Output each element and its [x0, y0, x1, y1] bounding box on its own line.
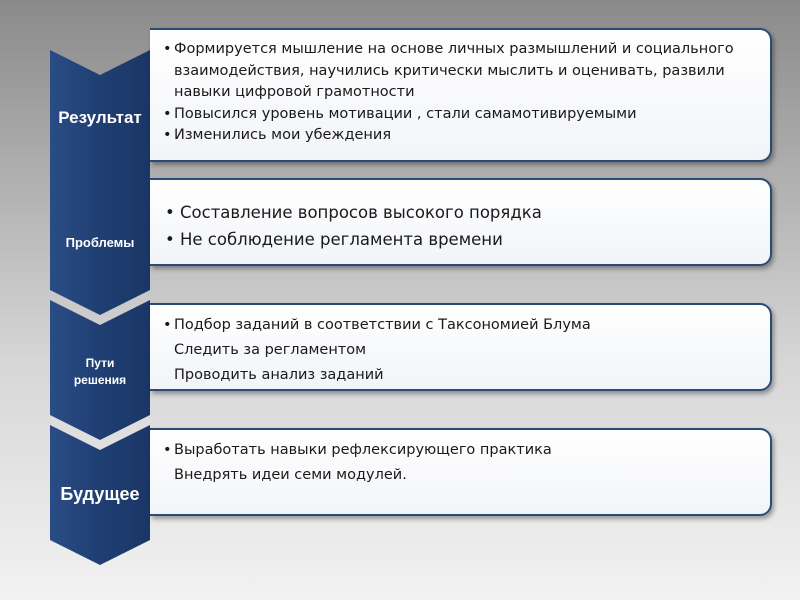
row-label-line: решения — [73, 373, 127, 387]
list-item: • Выработать навыки рефлексирующего практика — [174, 438, 760, 463]
list-item: Внедрять идеи семи модулей. — [174, 467, 407, 483]
row-label-puti-resheniya — [50, 355, 150, 389]
list-item: • Не соблюдение регламента времени — [180, 226, 760, 253]
list-item: Проводить анализ заданий — [174, 367, 384, 383]
row-label-problemy: Проблемы — [65, 235, 135, 250]
list-item: • Формируется мышление на основе личных размышлений и социального взаимодействия, научились критически мыслить и оценивать, развили навыки цифровой грамотности — [174, 39, 760, 104]
list-item: Следить за регламентом — [174, 342, 367, 358]
list-item: • Составление вопросов высокого порядка — [180, 199, 760, 226]
row-label-line: Пути — [85, 356, 115, 370]
row-label-budushchee: Будущее — [60, 484, 140, 504]
content-box-puti-resheniya — [150, 303, 772, 391]
list-item: • Подбор заданий в соответствии с Таксономией Блума — [174, 313, 760, 338]
content-box-problemy — [150, 178, 772, 266]
content-box-rezultat — [150, 28, 772, 162]
content-box-budushchee — [150, 428, 772, 516]
list-item: • Изменились мои убеждения — [174, 125, 760, 147]
row-label-rezultat: Результат — [58, 108, 142, 127]
list-item: • Повысился уровень мотивации , стали самамотивируемыми — [174, 104, 760, 126]
